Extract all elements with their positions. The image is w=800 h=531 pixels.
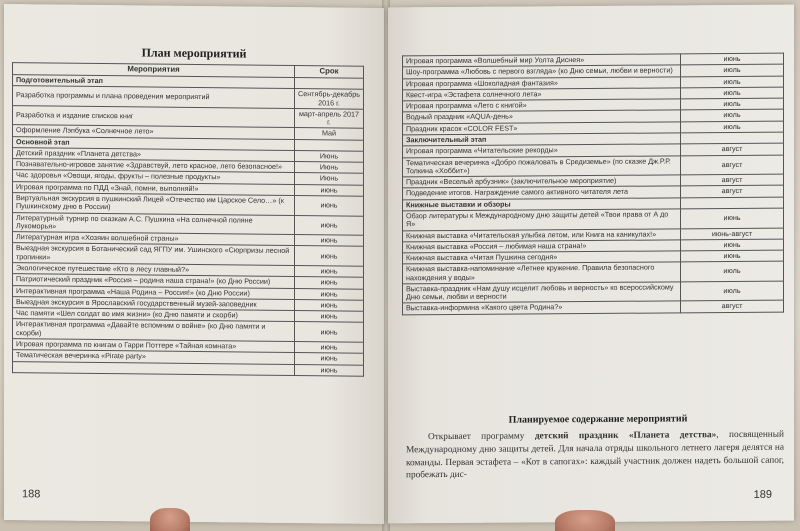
term-cell: июль — [681, 121, 784, 133]
event-cell: Подготовительный этап — [13, 75, 295, 89]
event-cell: Час памяти «Шел солдат во имя жизни» (ко Дню памяти и скорби) — [13, 308, 295, 322]
term-cell: июнь — [295, 342, 364, 354]
term-cell: Июнь — [295, 150, 364, 162]
term-cell: июль — [681, 64, 784, 76]
event-cell: Квест-игра «Эстафета солнечного лета» — [403, 88, 681, 101]
event-cell: Игровая программа «Шоколадная фантазия» — [403, 76, 681, 89]
term-cell: июнь — [295, 246, 364, 266]
term-cell: июль — [681, 281, 784, 301]
term-cell: август — [681, 143, 784, 155]
term-cell: август — [681, 301, 784, 313]
term-cell: Июнь — [295, 173, 364, 185]
event-cell: Литературная игра «Хозяин волшебной страны» — [13, 232, 295, 246]
event-cell: Литературный турнир по сказкам А.С. Пушкина «На солнечной поляне Лукоморья» — [13, 212, 295, 235]
term-cell: июнь — [295, 215, 364, 235]
event-cell: Оформление Лэпбука «Солнечное лето» — [13, 125, 295, 139]
term-cell: Май — [295, 128, 364, 140]
event-cell: Час здоровья «Овощи, ягоды, фрукты – полезные продукты» — [13, 170, 295, 184]
event-cell: Тематическая вечеринка «Pirate party» — [13, 350, 295, 364]
term-cell: июнь — [295, 235, 364, 247]
term-cell — [295, 78, 364, 90]
term-cell — [681, 132, 784, 144]
event-cell: Игровая программа «Волшебный мир Уолта Диснея» — [403, 54, 681, 67]
event-cell: Разработка и издание списков книг — [13, 105, 295, 128]
term-cell: Июнь — [295, 162, 364, 174]
term-cell: июнь — [681, 53, 784, 65]
table-row — [403, 301, 784, 315]
finger-right — [555, 510, 615, 531]
term-cell: июнь — [295, 266, 364, 278]
left-page — [4, 4, 384, 524]
term-cell: июнь — [295, 288, 364, 300]
term-cell: июнь — [295, 311, 364, 323]
event-cell: Выездная экскурсия в Ботанический сад ЯГПУ им. Ушинского «Сюрпризы лесной тропинки» — [13, 243, 295, 266]
table-row — [403, 261, 784, 283]
event-cell: Водный праздник «AQUA-день» — [403, 110, 681, 123]
table-row — [13, 361, 364, 376]
event-cell: Игровая программа «Читательские рекорды» — [403, 144, 681, 157]
event-cell: Интерактивная программа «Наша Родина – Россия!» (ко Дню России) — [13, 285, 295, 299]
term-cell: август — [681, 174, 784, 186]
event-cell: Книжная выставка-напоминание «Летнее кружение. Правила безопасного нахождения у воды» — [403, 262, 681, 284]
plan-table-right — [402, 53, 784, 315]
event-cell: Интерактивная программа «Давайте вспомним о войне» (ко Дню памяти и скорби) — [13, 319, 295, 342]
term-cell: июнь — [681, 208, 784, 228]
term-cell: июнь-август — [681, 228, 784, 240]
event-cell: Выставка-праздник «Нам душу исцелит любовь и верность» ко всероссийскому Дню семьи, любви и верности — [403, 282, 681, 304]
header-event: Мероприятия — [13, 63, 295, 78]
term-cell: июнь — [295, 184, 364, 196]
term-cell: июль — [681, 87, 784, 99]
term-cell: Сентябрь-декабрь 2016 г. — [295, 89, 364, 109]
term-cell — [295, 139, 364, 151]
term-cell: июль — [681, 98, 784, 110]
table-row — [403, 281, 784, 303]
paragraph-bold: детский праздник «Планета детства» — [534, 430, 717, 442]
event-cell: Праздник красок «COLOR FEST» — [403, 122, 681, 135]
term-cell: март-апрель 2017 г. — [295, 108, 364, 128]
term-cell: август — [681, 155, 784, 175]
event-cell: Книжные выставки и обзоры — [403, 198, 681, 211]
event-cell — [13, 361, 295, 375]
term-cell: июль — [681, 76, 784, 88]
term-cell: июнь — [295, 196, 364, 216]
paragraph-start: Открывает программу — [428, 431, 535, 443]
table-row — [403, 155, 784, 177]
term-cell: июнь — [295, 353, 364, 365]
event-cell: Книжная выставка «Россия – любимая наша страна!» — [403, 240, 681, 253]
event-cell: Разработка программы и плана проведения мероприятий — [13, 86, 295, 109]
term-cell: июль — [681, 261, 784, 281]
event-cell: Шоу-программа «Любовь с первого взгляда» (ко Дню семьи, любви и верности) — [403, 65, 681, 78]
event-cell: Выездная экскурсия в Ярославский государственный музей-заповедник — [13, 296, 295, 310]
event-cell: Обзор литературы к Международному дню защиты детей «Твои права от А до Я» — [403, 209, 681, 231]
right-page — [388, 5, 794, 524]
event-cell: Подведение итогов. Награждение самого активного читателя лета — [403, 186, 681, 199]
finger-left — [150, 508, 190, 531]
term-cell — [681, 197, 784, 209]
term-cell: июнь — [295, 299, 364, 311]
term-cell: август — [681, 186, 784, 198]
term-cell: июнь — [295, 277, 364, 289]
term-cell: июль — [681, 110, 784, 122]
event-cell: Патриотический праздник «Россия – родина наша страна!» (ко Дню России) — [13, 274, 295, 288]
event-cell: Экологическое путешествие «Кто в лесу главный?» — [13, 263, 295, 277]
event-cell: Тематическая вечеринка «Добро пожаловать в Средиземье» (по сказке Дж.Р.Р. Толкина «Хоббит») — [403, 155, 681, 177]
term-cell: июнь — [681, 250, 784, 262]
paragraph-rest: , посвященный Международному дню защиты детей. Для начала отряды школьного летнего лагеря делятся на команды. Первая эстафета – «Кот в сапогах»: каждый участник должен надеть большой сапог, пробежать дис- — [406, 429, 784, 481]
event-cell: Заключительный этап — [403, 133, 681, 146]
plan-title: План мероприятий — [141, 45, 247, 61]
term-cell: июнь — [681, 239, 784, 251]
page-number-left: 188 — [22, 488, 41, 501]
body-paragraph — [406, 429, 784, 483]
event-cell: Выставка-информина «Какого цвета Родина?» — [403, 301, 681, 314]
event-cell: Основной этап — [13, 136, 295, 150]
event-cell: Игровая программа по книгам о Гарри Поттере «Тайная комната» — [13, 339, 295, 353]
term-cell: июнь — [295, 322, 364, 342]
table-row — [403, 208, 784, 230]
event-cell: Виртуальная экскурсия в пушкинский Лицей «Отечество им Царское Село…» (к Пушкинскому дню в России) — [13, 193, 295, 216]
event-cell: Детский праздник «Планета детства» — [13, 148, 295, 162]
term-cell: июнь — [295, 364, 364, 376]
event-cell: Познавательно-игровое занятие «Здравствуй, лето красное, лето безопасное!» — [13, 159, 295, 173]
event-cell: Праздник «Веселый арбузник» (заключительное мероприятие) — [403, 175, 681, 188]
event-cell: Игровая программа «Лето с книгой» — [403, 99, 681, 112]
event-cell: Игровая программа по ПДД «Знай, помни, выполняй!» — [13, 181, 295, 195]
plan-table-left — [12, 62, 364, 377]
event-cell: Книжная выставка «Читательская улыбка летом, или Книга на каникулах!» — [403, 228, 681, 241]
header-term: Срок — [295, 66, 364, 79]
event-cell: Книжная выставка «Читая Пушкина сегодня» — [403, 251, 681, 264]
section-heading: Планируемое содержание мероприятий — [508, 413, 688, 426]
page-number-right: 189 — [753, 488, 772, 501]
